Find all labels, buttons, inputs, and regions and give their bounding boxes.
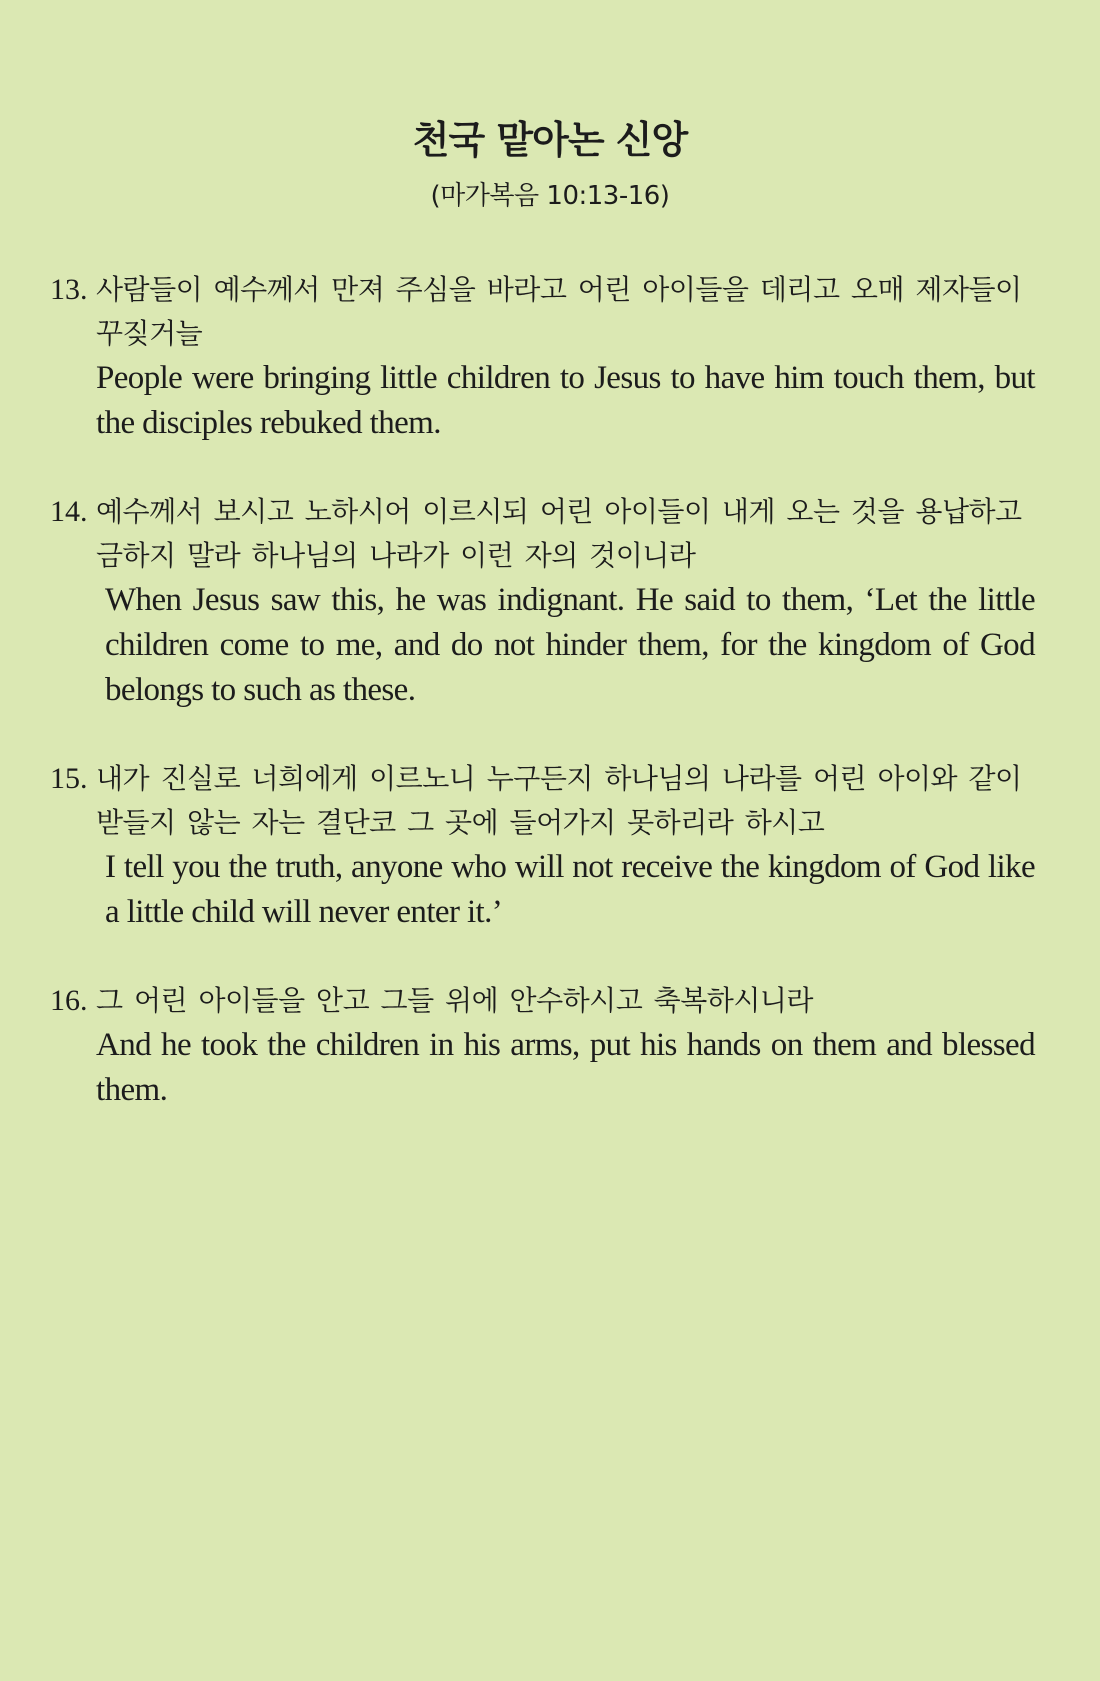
verse-16 — [50, 979, 1035, 1113]
verse-korean-text: 그 어린 아이들을 안고 그들 위에 안수하시고 축복하시니라 — [96, 984, 813, 1017]
verse-13 — [50, 268, 1035, 446]
verse-english-text: When Jesus saw this, he was indignant. He said to them, ‘Let the little children come to me, and do not hinder them, for the kingdom of God belongs to such as these. — [105, 582, 1035, 708]
verse-korean-text: 예수께서 보시고 노하시어 이르시되 어린 아이들이 내게 오는 것을 용납하고 금하지 말라 하나님의 나라가 이런 자의 것이니라 — [96, 495, 1022, 572]
verse-english-text: And he took the children in his arms, put his hands on them and blessed them. — [96, 1027, 1035, 1108]
verse-korean-text: 내가 진실로 너희에게 이르노니 누구든지 하나님의 나라를 어린 아이와 같이 받들지 않는 자는 결단코 그 곳에 들어가지 못하리라 하시고 — [96, 762, 1022, 839]
verse-english-text: I tell you the truth, anyone who will not receive the kingdom of God like a little child will never enter it.’ — [105, 849, 1035, 930]
verse-14 — [50, 490, 1035, 713]
verse-number: 15. — [50, 762, 88, 795]
verse-english-text: People were bringing little children to Jesus to have him touch them, but the disciples rebuked them. — [96, 360, 1035, 441]
verse-list — [50, 268, 1035, 1157]
verse-15 — [50, 757, 1035, 935]
verse-number: 16. — [50, 984, 88, 1017]
page-title: 천국 맡아논 신앙 — [412, 118, 688, 162]
verse-number: 13. — [50, 273, 88, 306]
verse-korean-text: 사람들이 예수께서 만져 주심을 바라고 어린 아이들을 데리고 오매 제자들이 꾸짖거늘 — [96, 273, 1022, 350]
scripture-reference: (마가복음 10:13-16) — [430, 181, 670, 211]
verse-number: 14. — [50, 495, 88, 528]
